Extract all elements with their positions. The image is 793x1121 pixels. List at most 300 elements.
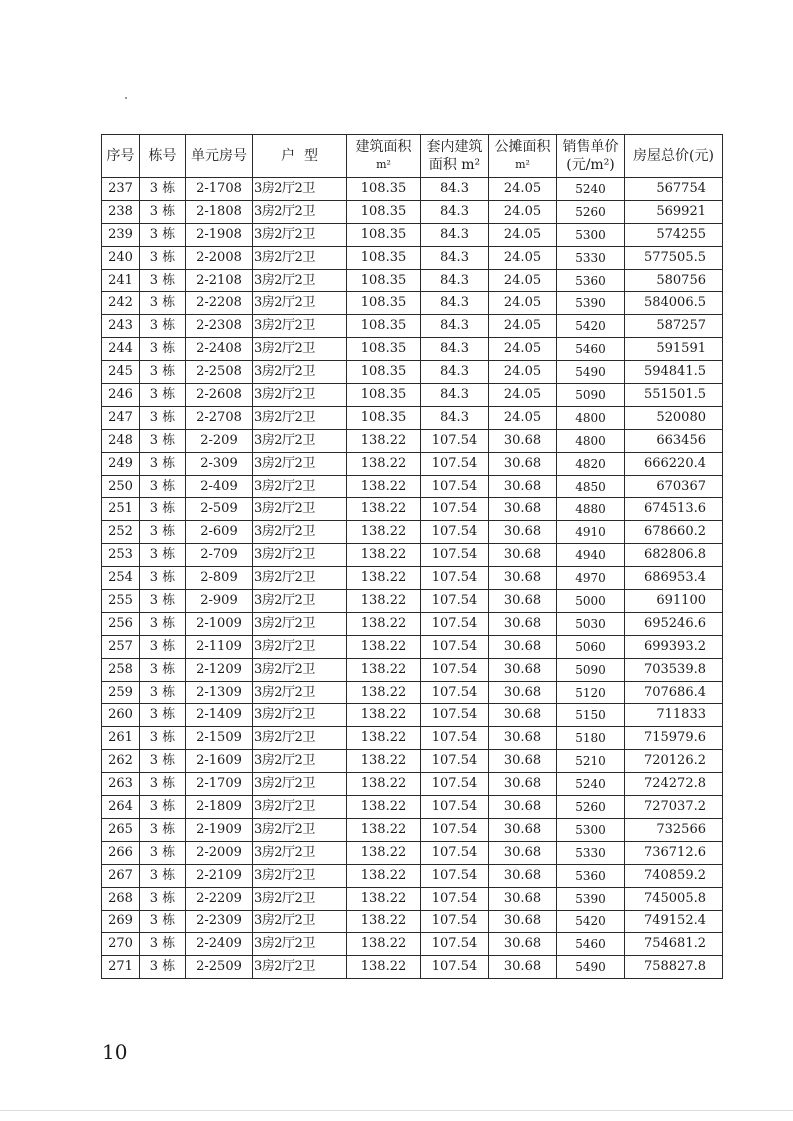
cell-unit-price: 5240 <box>557 178 625 201</box>
cell-gross-area: 138.22 <box>347 521 421 544</box>
table-body <box>102 178 723 979</box>
cell-unit-price: 5260 <box>557 200 625 223</box>
cell-type: 3房2厅2卫 <box>253 429 347 452</box>
cell-unit-price: 5260 <box>557 796 625 819</box>
table-row <box>102 910 723 933</box>
cell-seq: 254 <box>102 567 140 590</box>
cell-inner-area: 107.54 <box>421 544 489 567</box>
header-unit-price-unit: (元/m²) <box>566 157 615 173</box>
cell-inner-area: 84.3 <box>421 338 489 361</box>
cell-shared-area: 30.68 <box>489 750 557 773</box>
cell-unit-price: 5090 <box>557 384 625 407</box>
cell-gross-area: 138.22 <box>347 796 421 819</box>
cell-total-price: 745005.8 <box>625 887 723 910</box>
cell-total-price: 584006.5 <box>625 292 723 315</box>
cell-building: 3 栋 <box>140 292 186 315</box>
table-row <box>102 384 723 407</box>
cell-type: 3房2厅2卫 <box>253 590 347 613</box>
cell-gross-area: 138.22 <box>347 704 421 727</box>
table-row <box>102 612 723 635</box>
cell-type: 3房2厅2卫 <box>253 864 347 887</box>
cell-shared-area: 30.68 <box>489 704 557 727</box>
cell-unit-price: 5420 <box>557 910 625 933</box>
cell-gross-area: 138.22 <box>347 910 421 933</box>
cell-unit-price: 5060 <box>557 635 625 658</box>
cell-inner-area: 84.3 <box>421 269 489 292</box>
cell-total-price: 569921 <box>625 200 723 223</box>
cell-unit: 2-2008 <box>186 246 253 269</box>
cell-unit-price: 5390 <box>557 887 625 910</box>
table-row <box>102 681 723 704</box>
cell-building: 3 栋 <box>140 727 186 750</box>
cell-seq: 262 <box>102 750 140 773</box>
cell-unit-price: 4820 <box>557 452 625 475</box>
cell-unit-price: 5420 <box>557 315 625 338</box>
cell-seq: 263 <box>102 773 140 796</box>
cell-unit: 2-1409 <box>186 704 253 727</box>
cell-unit: 2-2208 <box>186 292 253 315</box>
cell-building: 3 栋 <box>140 452 186 475</box>
cell-unit-price: 5330 <box>557 841 625 864</box>
cell-seq: 268 <box>102 887 140 910</box>
header-seq: 序号 <box>102 135 140 178</box>
cell-gross-area: 108.35 <box>347 338 421 361</box>
cell-inner-area: 107.54 <box>421 818 489 841</box>
cell-shared-area: 30.68 <box>489 635 557 658</box>
scan-speck <box>125 97 127 99</box>
cell-gross-area: 138.22 <box>347 864 421 887</box>
cell-type: 3房2厅2卫 <box>253 658 347 681</box>
cell-building: 3 栋 <box>140 178 186 201</box>
cell-total-price: 732566 <box>625 818 723 841</box>
cell-unit-price: 5390 <box>557 292 625 315</box>
cell-shared-area: 30.68 <box>489 475 557 498</box>
cell-type: 3房2厅2卫 <box>253 223 347 246</box>
cell-building: 3 栋 <box>140 773 186 796</box>
cell-unit-price: 5240 <box>557 773 625 796</box>
cell-total-price: 749152.4 <box>625 910 723 933</box>
cell-unit-price: 5490 <box>557 361 625 384</box>
table-row <box>102 727 723 750</box>
cell-shared-area: 24.05 <box>489 269 557 292</box>
cell-shared-area: 30.68 <box>489 498 557 521</box>
cell-inner-area: 84.3 <box>421 384 489 407</box>
cell-unit-price: 5090 <box>557 658 625 681</box>
cell-unit: 2-409 <box>186 475 253 498</box>
cell-total-price: 740859.2 <box>625 864 723 887</box>
cell-unit: 2-1809 <box>186 796 253 819</box>
cell-unit-price: 4880 <box>557 498 625 521</box>
cell-type: 3房2厅2卫 <box>253 635 347 658</box>
cell-unit: 2-309 <box>186 452 253 475</box>
cell-type: 3房2厅2卫 <box>253 315 347 338</box>
cell-inner-area: 107.54 <box>421 612 489 635</box>
table-row <box>102 246 723 269</box>
cell-type: 3房2厅2卫 <box>253 498 347 521</box>
cell-unit: 2-1708 <box>186 178 253 201</box>
cell-building: 3 栋 <box>140 384 186 407</box>
cell-total-price: 720126.2 <box>625 750 723 773</box>
cell-seq: 266 <box>102 841 140 864</box>
cell-seq: 243 <box>102 315 140 338</box>
cell-building: 3 栋 <box>140 223 186 246</box>
cell-unit: 2-2409 <box>186 933 253 956</box>
cell-type: 3房2厅2卫 <box>253 727 347 750</box>
cell-seq: 240 <box>102 246 140 269</box>
cell-gross-area: 138.22 <box>347 773 421 796</box>
cell-building: 3 栋 <box>140 910 186 933</box>
cell-type: 3房2厅2卫 <box>253 406 347 429</box>
cell-building: 3 栋 <box>140 887 186 910</box>
cell-total-price: 691100 <box>625 590 723 613</box>
cell-building: 3 栋 <box>140 475 186 498</box>
cell-unit: 2-1709 <box>186 773 253 796</box>
cell-total-price: 594841.5 <box>625 361 723 384</box>
cell-seq: 256 <box>102 612 140 635</box>
cell-gross-area: 108.35 <box>347 384 421 407</box>
table-row <box>102 590 723 613</box>
cell-seq: 259 <box>102 681 140 704</box>
cell-unit-price: 5180 <box>557 727 625 750</box>
table-row <box>102 521 723 544</box>
table-row <box>102 750 723 773</box>
cell-gross-area: 138.22 <box>347 750 421 773</box>
table-row <box>102 498 723 521</box>
cell-unit-price: 5300 <box>557 818 625 841</box>
cell-unit: 2-1908 <box>186 223 253 246</box>
cell-type: 3房2厅2卫 <box>253 384 347 407</box>
cell-inner-area: 107.54 <box>421 452 489 475</box>
cell-gross-area: 138.22 <box>347 841 421 864</box>
cell-building: 3 栋 <box>140 750 186 773</box>
cell-unit-price: 5460 <box>557 338 625 361</box>
cell-shared-area: 30.68 <box>489 658 557 681</box>
cell-unit-price: 5460 <box>557 933 625 956</box>
cell-unit-price: 5000 <box>557 590 625 613</box>
table-row <box>102 361 723 384</box>
cell-unit-price: 4800 <box>557 406 625 429</box>
cell-shared-area: 30.68 <box>489 956 557 979</box>
cell-type: 3房2厅2卫 <box>253 475 347 498</box>
cell-seq: 247 <box>102 406 140 429</box>
cell-seq: 253 <box>102 544 140 567</box>
cell-inner-area: 107.54 <box>421 864 489 887</box>
cell-seq: 248 <box>102 429 140 452</box>
cell-type: 3房2厅2卫 <box>253 200 347 223</box>
cell-gross-area: 138.22 <box>347 681 421 704</box>
cell-seq: 261 <box>102 727 140 750</box>
cell-total-price: 678660.2 <box>625 521 723 544</box>
cell-type: 3房2厅2卫 <box>253 338 347 361</box>
cell-shared-area: 24.05 <box>489 178 557 201</box>
cell-building: 3 栋 <box>140 406 186 429</box>
cell-gross-area: 138.22 <box>347 933 421 956</box>
cell-unit: 2-2009 <box>186 841 253 864</box>
cell-gross-area: 108.35 <box>347 178 421 201</box>
cell-unit: 2-1509 <box>186 727 253 750</box>
cell-unit: 2-1808 <box>186 200 253 223</box>
cell-unit: 2-2308 <box>186 315 253 338</box>
cell-inner-area: 107.54 <box>421 956 489 979</box>
page-number: 10 <box>102 1040 128 1064</box>
cell-total-price: 736712.6 <box>625 841 723 864</box>
cell-seq: 245 <box>102 361 140 384</box>
table-row <box>102 956 723 979</box>
cell-seq: 257 <box>102 635 140 658</box>
cell-seq: 270 <box>102 933 140 956</box>
cell-gross-area: 138.22 <box>347 956 421 979</box>
cell-building: 3 栋 <box>140 200 186 223</box>
table-row <box>102 475 723 498</box>
cell-unit-price: 5150 <box>557 704 625 727</box>
cell-inner-area: 107.54 <box>421 567 489 590</box>
table-row <box>102 864 723 887</box>
cell-shared-area: 30.68 <box>489 796 557 819</box>
cell-unit-price: 5210 <box>557 750 625 773</box>
cell-inner-area: 84.3 <box>421 292 489 315</box>
cell-type: 3房2厅2卫 <box>253 796 347 819</box>
cell-building: 3 栋 <box>140 956 186 979</box>
cell-type: 3房2厅2卫 <box>253 681 347 704</box>
cell-inner-area: 107.54 <box>421 841 489 864</box>
cell-unit: 2-1609 <box>186 750 253 773</box>
cell-inner-area: 107.54 <box>421 681 489 704</box>
cell-unit: 2-809 <box>186 567 253 590</box>
cell-type: 3房2厅2卫 <box>253 544 347 567</box>
cell-building: 3 栋 <box>140 521 186 544</box>
header-unit: 单元房号 <box>186 135 253 178</box>
table-row <box>102 269 723 292</box>
cell-gross-area: 108.35 <box>347 361 421 384</box>
cell-inner-area: 107.54 <box>421 796 489 819</box>
cell-gross-area: 108.35 <box>347 269 421 292</box>
cell-unit-price: 5030 <box>557 612 625 635</box>
cell-type: 3房2厅2卫 <box>253 818 347 841</box>
table-row <box>102 292 723 315</box>
cell-type: 3房2厅2卫 <box>253 612 347 635</box>
cell-building: 3 栋 <box>140 498 186 521</box>
cell-shared-area: 30.68 <box>489 681 557 704</box>
header-unit-price <box>557 135 625 178</box>
cell-unit-price: 5300 <box>557 223 625 246</box>
cell-gross-area: 138.22 <box>347 452 421 475</box>
cell-unit: 2-909 <box>186 590 253 613</box>
table-row <box>102 933 723 956</box>
cell-unit: 2-2508 <box>186 361 253 384</box>
header-row <box>102 135 723 178</box>
cell-type: 3房2厅2卫 <box>253 452 347 475</box>
cell-shared-area: 24.05 <box>489 361 557 384</box>
cell-building: 3 栋 <box>140 544 186 567</box>
cell-total-price: 666220.4 <box>625 452 723 475</box>
table-row <box>102 223 723 246</box>
cell-seq: 265 <box>102 818 140 841</box>
cell-type: 3房2厅2卫 <box>253 361 347 384</box>
cell-type: 3房2厅2卫 <box>253 910 347 933</box>
cell-type: 3房2厅2卫 <box>253 292 347 315</box>
header-inner-area-label: 套内建筑 <box>426 139 483 155</box>
cell-gross-area: 138.22 <box>347 567 421 590</box>
cell-unit: 2-2109 <box>186 864 253 887</box>
cell-building: 3 栋 <box>140 933 186 956</box>
table-row <box>102 841 723 864</box>
cell-building: 3 栋 <box>140 246 186 269</box>
cell-total-price: 682806.8 <box>625 544 723 567</box>
cell-building: 3 栋 <box>140 704 186 727</box>
cell-total-price: 580756 <box>625 269 723 292</box>
cell-building: 3 栋 <box>140 315 186 338</box>
cell-seq: 271 <box>102 956 140 979</box>
cell-total-price: 727037.2 <box>625 796 723 819</box>
cell-total-price: 591591 <box>625 338 723 361</box>
cell-unit-price: 5330 <box>557 246 625 269</box>
cell-shared-area: 24.05 <box>489 223 557 246</box>
cell-type: 3房2厅2卫 <box>253 704 347 727</box>
cell-type: 3房2厅2卫 <box>253 567 347 590</box>
cell-building: 3 栋 <box>140 567 186 590</box>
cell-seq: 267 <box>102 864 140 887</box>
cell-unit: 2-2408 <box>186 338 253 361</box>
cell-gross-area: 108.35 <box>347 315 421 338</box>
header-shared-area-unit: m² <box>515 158 530 171</box>
cell-total-price: 707686.4 <box>625 681 723 704</box>
cell-total-price: 711833 <box>625 704 723 727</box>
cell-unit: 2-609 <box>186 521 253 544</box>
table-row <box>102 200 723 223</box>
cell-building: 3 栋 <box>140 841 186 864</box>
cell-unit: 2-1009 <box>186 612 253 635</box>
cell-total-price: 577505.5 <box>625 246 723 269</box>
cell-gross-area: 108.35 <box>347 246 421 269</box>
cell-total-price: 695246.6 <box>625 612 723 635</box>
cell-gross-area: 138.22 <box>347 727 421 750</box>
cell-total-price: 699393.2 <box>625 635 723 658</box>
cell-type: 3房2厅2卫 <box>253 956 347 979</box>
cell-total-price: 551501.5 <box>625 384 723 407</box>
cell-unit-price: 5490 <box>557 956 625 979</box>
cell-total-price: 758827.8 <box>625 956 723 979</box>
cell-unit-price: 4800 <box>557 429 625 452</box>
cell-shared-area: 30.68 <box>489 544 557 567</box>
cell-building: 3 栋 <box>140 796 186 819</box>
cell-gross-area: 138.22 <box>347 498 421 521</box>
cell-gross-area: 138.22 <box>347 544 421 567</box>
cell-total-price: 715979.6 <box>625 727 723 750</box>
cell-shared-area: 30.68 <box>489 452 557 475</box>
cell-unit: 2-2509 <box>186 956 253 979</box>
cell-unit-price: 5120 <box>557 681 625 704</box>
cell-type: 3房2厅2卫 <box>253 933 347 956</box>
cell-unit-price: 4940 <box>557 544 625 567</box>
cell-unit: 2-2608 <box>186 384 253 407</box>
table-row <box>102 796 723 819</box>
table-row <box>102 773 723 796</box>
table-row <box>102 406 723 429</box>
cell-shared-area: 24.05 <box>489 246 557 269</box>
cell-total-price: 686953.4 <box>625 567 723 590</box>
cell-seq: 242 <box>102 292 140 315</box>
cell-unit: 2-1909 <box>186 818 253 841</box>
cell-seq: 252 <box>102 521 140 544</box>
cell-inner-area: 107.54 <box>421 635 489 658</box>
cell-seq: 251 <box>102 498 140 521</box>
cell-inner-area: 84.3 <box>421 246 489 269</box>
cell-unit: 2-509 <box>186 498 253 521</box>
table-row <box>102 818 723 841</box>
header-shared-area-label: 公摊面积 <box>494 139 551 155</box>
cell-gross-area: 138.22 <box>347 475 421 498</box>
cell-inner-area: 84.3 <box>421 223 489 246</box>
cell-inner-area: 107.54 <box>421 658 489 681</box>
cell-seq: 250 <box>102 475 140 498</box>
cell-seq: 269 <box>102 910 140 933</box>
header-inner-area <box>421 135 489 178</box>
header-inner-area-label-2: 面积 m² <box>428 157 481 173</box>
cell-gross-area: 138.22 <box>347 635 421 658</box>
cell-unit: 2-209 <box>186 429 253 452</box>
cell-shared-area: 30.68 <box>489 818 557 841</box>
table-row <box>102 178 723 201</box>
cell-inner-area: 107.54 <box>421 429 489 452</box>
table-row <box>102 567 723 590</box>
cell-gross-area: 108.35 <box>347 223 421 246</box>
header-gross-area-label: 建筑面积 <box>355 139 412 155</box>
cell-gross-area: 108.35 <box>347 292 421 315</box>
cell-inner-area: 107.54 <box>421 750 489 773</box>
cell-seq: 260 <box>102 704 140 727</box>
cell-inner-area: 107.54 <box>421 475 489 498</box>
cell-seq: 255 <box>102 590 140 613</box>
cell-shared-area: 30.68 <box>489 841 557 864</box>
cell-shared-area: 30.68 <box>489 773 557 796</box>
cell-total-price: 567754 <box>625 178 723 201</box>
cell-building: 3 栋 <box>140 658 186 681</box>
cell-unit: 2-1109 <box>186 635 253 658</box>
header-gross-area <box>347 135 421 178</box>
header-shared-area <box>489 135 557 178</box>
cell-unit: 2-2108 <box>186 269 253 292</box>
cell-shared-area: 30.68 <box>489 521 557 544</box>
cell-type: 3房2厅2卫 <box>253 841 347 864</box>
table-row <box>102 635 723 658</box>
table-row <box>102 544 723 567</box>
header-total-price: 房屋总价(元) <box>625 135 723 178</box>
cell-shared-area: 24.05 <box>489 292 557 315</box>
cell-inner-area: 107.54 <box>421 498 489 521</box>
table-row <box>102 315 723 338</box>
cell-gross-area: 138.22 <box>347 818 421 841</box>
cell-gross-area: 108.35 <box>347 406 421 429</box>
header-gross-area-unit: m² <box>376 158 391 171</box>
cell-shared-area: 30.68 <box>489 429 557 452</box>
cell-type: 3房2厅2卫 <box>253 750 347 773</box>
table-row <box>102 704 723 727</box>
table-row <box>102 452 723 475</box>
cell-type: 3房2厅2卫 <box>253 246 347 269</box>
cell-total-price: 670367 <box>625 475 723 498</box>
cell-unit-price: 4970 <box>557 567 625 590</box>
cell-seq: 244 <box>102 338 140 361</box>
header-type: 户 型 <box>253 135 347 178</box>
cell-seq: 241 <box>102 269 140 292</box>
cell-type: 3房2厅2卫 <box>253 269 347 292</box>
cell-shared-area: 24.05 <box>489 406 557 429</box>
cell-building: 3 栋 <box>140 338 186 361</box>
cell-unit-price: 5360 <box>557 269 625 292</box>
cell-inner-area: 107.54 <box>421 521 489 544</box>
cell-unit: 2-2209 <box>186 887 253 910</box>
cell-shared-area: 30.68 <box>489 887 557 910</box>
